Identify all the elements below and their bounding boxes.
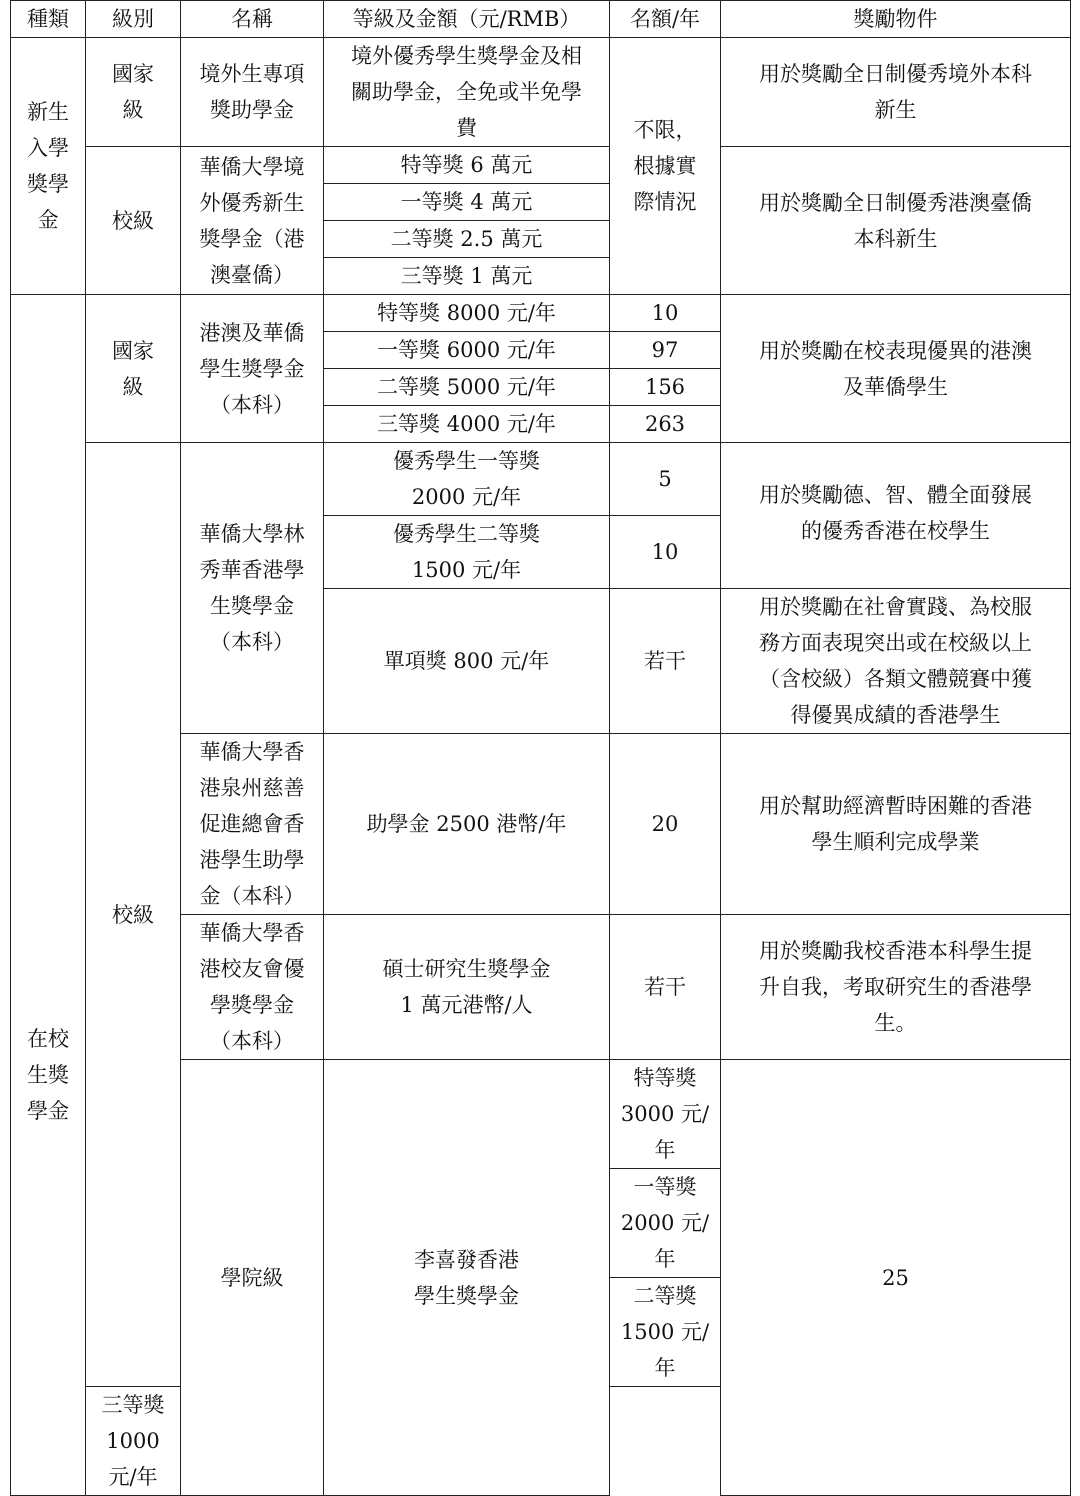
target-cell: 用於幫助經濟暫時困難的香港 學生順利完成學業 xyxy=(721,734,1071,915)
level-cell: 國家 級 xyxy=(86,295,181,443)
amount-cell: 碩士研究生獎學金 1 萬元港幣/人 xyxy=(324,915,610,1060)
table-row xyxy=(11,38,1071,147)
level-cell: 國家 級 xyxy=(86,38,181,147)
category-current-student: 在校 生獎 學金 xyxy=(11,295,86,1496)
name-cell: 港澳及華僑 學生獎學金 （本科） xyxy=(181,295,324,443)
header-level: 級別 xyxy=(86,1,181,38)
quota-cell: 97 xyxy=(610,332,721,369)
quota-cell: 10 xyxy=(610,516,721,589)
header-row xyxy=(11,1,1071,38)
amount-cell: 一等獎 2000 元/年 xyxy=(610,1169,721,1278)
quota-cell: 156 xyxy=(610,369,721,406)
amount-cell: 三等獎 1 萬元 xyxy=(324,258,610,295)
amount-cell: 一等獎 6000 元/年 xyxy=(324,332,610,369)
target-cell: 用於獎勵德、智、體全面發展 的優秀香港在校學生 xyxy=(721,443,1071,589)
amount-cell: 優秀學生一等獎 2000 元/年 xyxy=(324,443,610,516)
amount-cell: 三等獎 4000 元/年 xyxy=(324,406,610,443)
header-category: 種類 xyxy=(11,1,86,38)
name-cell: 李喜發香港 學生獎學金 xyxy=(324,1060,610,1496)
amount-cell: 二等獎 2.5 萬元 xyxy=(324,221,610,258)
name-cell: 華僑大學境 外優秀新生 獎學金（港 澳臺僑） xyxy=(181,147,324,295)
table-row xyxy=(11,295,1071,332)
quota-cell: 25 xyxy=(721,1060,1071,1496)
target-cell: 用於獎勵我校香港本科學生提 升自我，考取研究生的香港學 生。 xyxy=(721,915,1071,1060)
amount-cell: 優秀學生二等獎 1500 元/年 xyxy=(324,516,610,589)
amount-cell: 一等獎 4 萬元 xyxy=(324,184,610,221)
amount-cell: 特等獎 6 萬元 xyxy=(324,147,610,184)
category-new-student: 新生 入學 獎學 金 xyxy=(11,38,86,295)
name-cell: 華僑大學林 秀華香港學 生獎學金 （本科） xyxy=(181,443,324,734)
amount-cell: 助學金 2500 港幣/年 xyxy=(324,734,610,915)
amount-cell: 單項獎 800 元/年 xyxy=(324,589,610,734)
level-cell: 校級 xyxy=(86,443,181,1387)
quota-cell: 不限， 根據實 際情況 xyxy=(610,38,721,295)
quota-cell: 20 xyxy=(610,734,721,915)
quota-cell: 若干 xyxy=(610,915,721,1060)
name-cell: 華僑大學香 港校友會優 學獎學金 （本科） xyxy=(181,915,324,1060)
level-cell: 校級 xyxy=(86,147,181,295)
name-cell: 境外生專項 獎助學金 xyxy=(181,38,324,147)
quota-cell: 10 xyxy=(610,295,721,332)
table-row xyxy=(11,443,1071,516)
table-row xyxy=(11,147,1071,184)
target-cell: 用於獎勵全日制優秀境外本科 新生 xyxy=(721,38,1071,147)
target-cell: 用於獎勵在社會實踐、為校服 務方面表現突出或在校級以上 （含校級）各類文體競賽中獲 得優異成績的香港學生 xyxy=(721,589,1071,734)
target-cell: 用於獎勵全日制優秀港澳臺僑 本科新生 xyxy=(721,147,1071,295)
level-cell: 學院級 xyxy=(181,1060,324,1496)
header-name: 名稱 xyxy=(181,1,324,38)
quota-cell: 263 xyxy=(610,406,721,443)
quota-cell: 若干 xyxy=(610,589,721,734)
header-amount: 等級及金額（元/RMB） xyxy=(324,1,610,38)
amount-cell: 境外優秀學生獎學金及相 關助學金，全免或半免學 費 xyxy=(324,38,610,147)
target-cell: 用於獎勵在校表現優異的港澳 及華僑學生 xyxy=(721,295,1071,443)
amount-cell: 特等獎 8000 元/年 xyxy=(324,295,610,332)
amount-cell: 二等獎 5000 元/年 xyxy=(324,369,610,406)
scholarship-table xyxy=(10,0,1071,1496)
quota-cell: 5 xyxy=(610,443,721,516)
amount-cell: 二等獎 1500 元/年 xyxy=(610,1278,721,1387)
amount-cell: 特等獎 3000 元/年 xyxy=(610,1060,721,1169)
amount-cell: 三等獎 1000 元/年 xyxy=(86,1387,181,1496)
header-target: 獎勵物件 xyxy=(721,1,1071,38)
header-quota: 名額/年 xyxy=(610,1,721,38)
name-cell: 華僑大學香 港泉州慈善 促進總會香 港學生助學 金（本科） xyxy=(181,734,324,915)
